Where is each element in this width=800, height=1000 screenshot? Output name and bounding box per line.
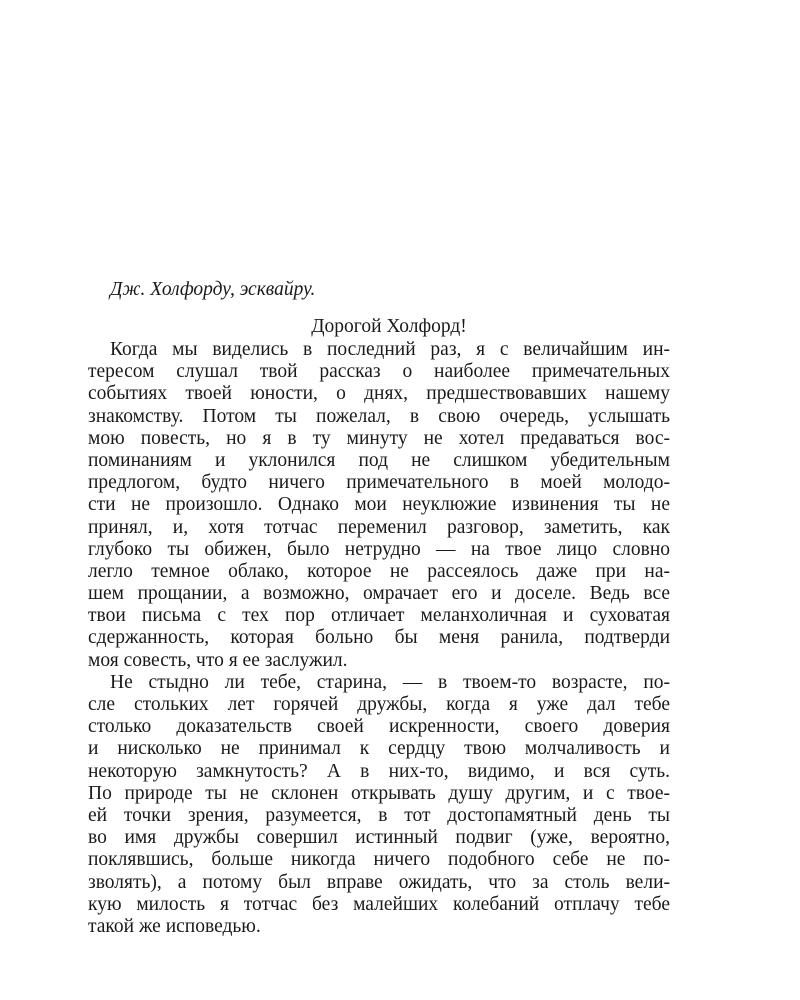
dedication: Дж. Холфорду, эсквайру.: [110, 279, 316, 300]
text-line: некоторую замкнутость? А в них-то, видимо, и вся суть.: [88, 760, 670, 782]
text-line: и нисколько не принимал к сердцу твою молчаливость и: [88, 738, 670, 760]
text-line: глубоко ты обижен, было нетрудно — на твое лицо словно: [88, 538, 670, 560]
text-line: принял, и, хотя тотчас переменил разговор, заметить, как: [88, 516, 670, 538]
paragraph-1: [88, 339, 670, 672]
text-line: поминаниям и уклонился под не слишком убедительным: [88, 449, 670, 471]
text-line: сти не произошло. Однако мои неуклюжие извинения ты не: [88, 494, 670, 516]
text-line: кую милость я тотчас без малейших колебаний отплачу тебе: [88, 893, 670, 915]
text-line: предлогом, будто ничего примечательного в моей молодо-: [88, 472, 670, 494]
text-line: сдержанность, которая больно бы меня ранила, подтверди: [88, 627, 670, 649]
text-line: Не стыдно ли тебе, старина, — в твоем-то возрасте, по-: [110, 671, 670, 693]
text-line: знакомству. Потом ты пожелал, в свою очередь, услышать: [88, 405, 670, 427]
text-line: сле стольких лет горячей дружбы, когда я уже дал тебе: [88, 694, 670, 715]
text-line: тересом слушал твой рассказ о наиболее примечательных: [88, 361, 670, 383]
text-line: Когда мы виделись в последний раз, я с величайшим ин-: [110, 339, 670, 360]
letter-page: [88, 278, 670, 938]
salutation: Дорогой Холфорд!: [311, 316, 467, 337]
text-line: По природе ты не склонен открывать душу другим, и с твое-: [88, 782, 670, 804]
text-line: моя совесть, что я ее заслужил.: [88, 649, 348, 671]
text-line: столько доказательств своей искренности, своего доверия: [88, 716, 670, 738]
text-line: зволять), а потому был вправе ожидать, что за столь вели-: [88, 871, 670, 893]
paragraph-2: [88, 672, 670, 938]
text-line: шем прощании, а возможно, омрачает его и доселе. Ведь все: [88, 583, 670, 605]
text-line: твои письма с тех пор отличает меланхоличная и суховатая: [88, 605, 670, 627]
text-line: поклявшись, больше никогда ничего подобного себе не по-: [88, 849, 670, 871]
text-line: легло темное облако, которое не рассеялось даже при на-: [88, 560, 670, 582]
text-line: такой же исповедью.: [88, 915, 261, 937]
text-line: мою повесть, но я в ту минуту не хотел предаваться вос-: [88, 427, 670, 449]
text-line: ей точки зрения, разумеется, в тот достопамятный день ты: [88, 804, 670, 826]
text-line: событиях твоей юности, о днях, предшествовавших нашему: [88, 383, 670, 405]
text-line: во имя дружбы совершил истинный подвиг (уже, вероятно,: [88, 827, 670, 849]
